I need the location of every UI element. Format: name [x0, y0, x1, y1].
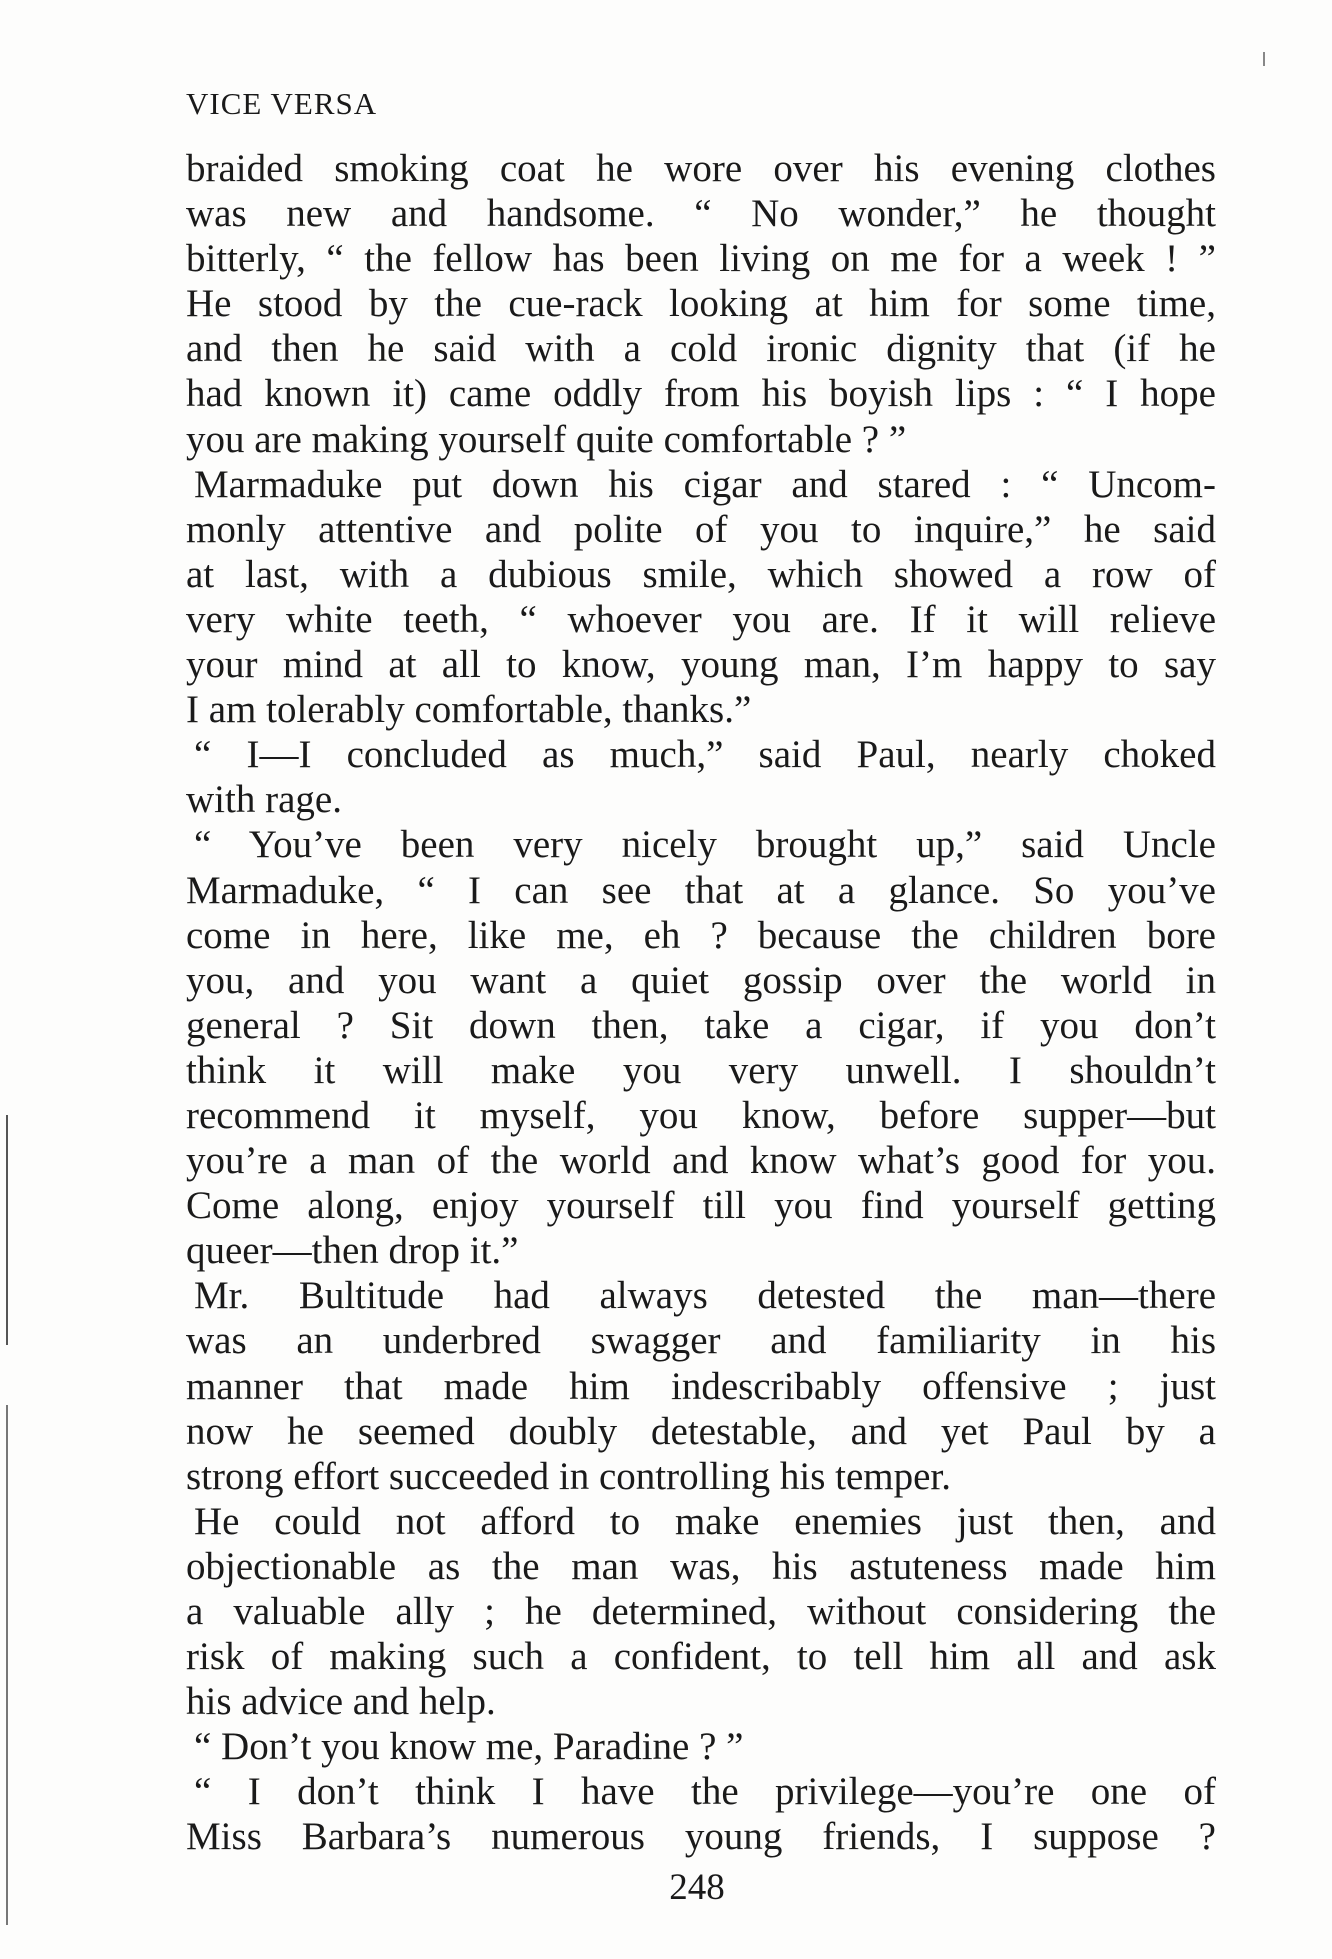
text-line: Come along, enjoy yourself till you find yourself getting	[186, 1184, 1216, 1228]
text-line: “ Don’t you know me, Paradine ? ”	[194, 1725, 744, 1769]
text-line: He stood by the cue-rack looking at him for some time,	[186, 282, 1216, 326]
text-line: you, and you want a quiet gossip over the world in	[186, 958, 1216, 1002]
text-line: strong effort succeeded in controlling his temper.	[186, 1454, 951, 1498]
text-line: you are making yourself quite comfortable ? ”	[186, 417, 907, 461]
text-line: “ I—I concluded as much,” said Paul, nearly choked	[194, 733, 1216, 777]
text-line: with rage.	[186, 778, 342, 822]
text-line: his advice and help.	[186, 1680, 496, 1724]
text-line: was new and handsome. “ No wonder,” he thought	[186, 192, 1216, 236]
scan-speck	[1263, 52, 1265, 66]
text-line: general ? Sit down then, take a cigar, if you don’t	[186, 1003, 1216, 1047]
text-line: your mind at all to know, young man, I’m happy to say	[186, 643, 1216, 687]
text-line: and then he said with a cold ironic dignity that (if he	[186, 327, 1216, 371]
text-line: He could not afford to make enemies just then, and	[194, 1499, 1216, 1543]
text-line: Mr. Bultitude had always detested the man—there	[194, 1274, 1216, 1318]
page-body-text	[186, 146, 1216, 1860]
text-line: had known it) came oddly from his boyish lips : “ I hope	[186, 372, 1216, 416]
text-line: risk of making such a confident, to tell him all and ask	[186, 1635, 1216, 1679]
text-line: manner that made him indescribably offensive ; just	[186, 1364, 1216, 1408]
text-line: at last, with a dubious smile, which showed a row of	[186, 552, 1216, 596]
scan-edge-line	[6, 1405, 8, 1925]
text-line: recommend it myself, you know, before supper—but	[186, 1093, 1216, 1137]
text-line: very white teeth, “ whoever you are. If it will relieve	[186, 597, 1216, 641]
text-line: now he seemed doubly detestable, and yet Paul by a	[186, 1409, 1216, 1453]
text-line: think it will make you very unwell. I shouldn’t	[186, 1048, 1216, 1092]
text-line: queer—then drop it.”	[186, 1229, 519, 1273]
text-line: “ You’ve been very nicely brought up,” said Uncle	[194, 823, 1216, 867]
text-line: Marmaduke, “ I can see that at a glance. So you’ve	[186, 868, 1216, 912]
text-line: braided smoking coat he wore over his evening clothes	[186, 147, 1216, 190]
text-line: Miss Barbara’s numerous young friends, I suppose ?	[186, 1815, 1216, 1859]
running-head: VICE VERSA	[186, 86, 378, 121]
text-line: “ I don’t think I have the privilege—you’re one of	[194, 1770, 1216, 1814]
text-line: Marmaduke put down his cigar and stared : “ Uncom-	[194, 462, 1216, 506]
text-line: was an underbred swagger and familiarity in his	[186, 1319, 1216, 1363]
scan-edge-line	[6, 1115, 8, 1345]
text-line: you’re a man of the world and know what’s good for you.	[186, 1139, 1216, 1183]
text-line: come in here, like me, eh ? because the children bore	[186, 913, 1216, 957]
text-line: objectionable as the man was, his astuteness made him	[186, 1544, 1216, 1588]
page-number: 248	[669, 1867, 725, 1908]
text-line: bitterly, “ the fellow has been living on me for a week ! ”	[186, 237, 1216, 281]
text-line: a valuable ally ; he determined, without considering the	[186, 1590, 1216, 1633]
text-line: I am tolerably comfortable, thanks.”	[186, 688, 752, 732]
text-line: monly attentive and polite of you to inquire,” he said	[186, 507, 1216, 551]
